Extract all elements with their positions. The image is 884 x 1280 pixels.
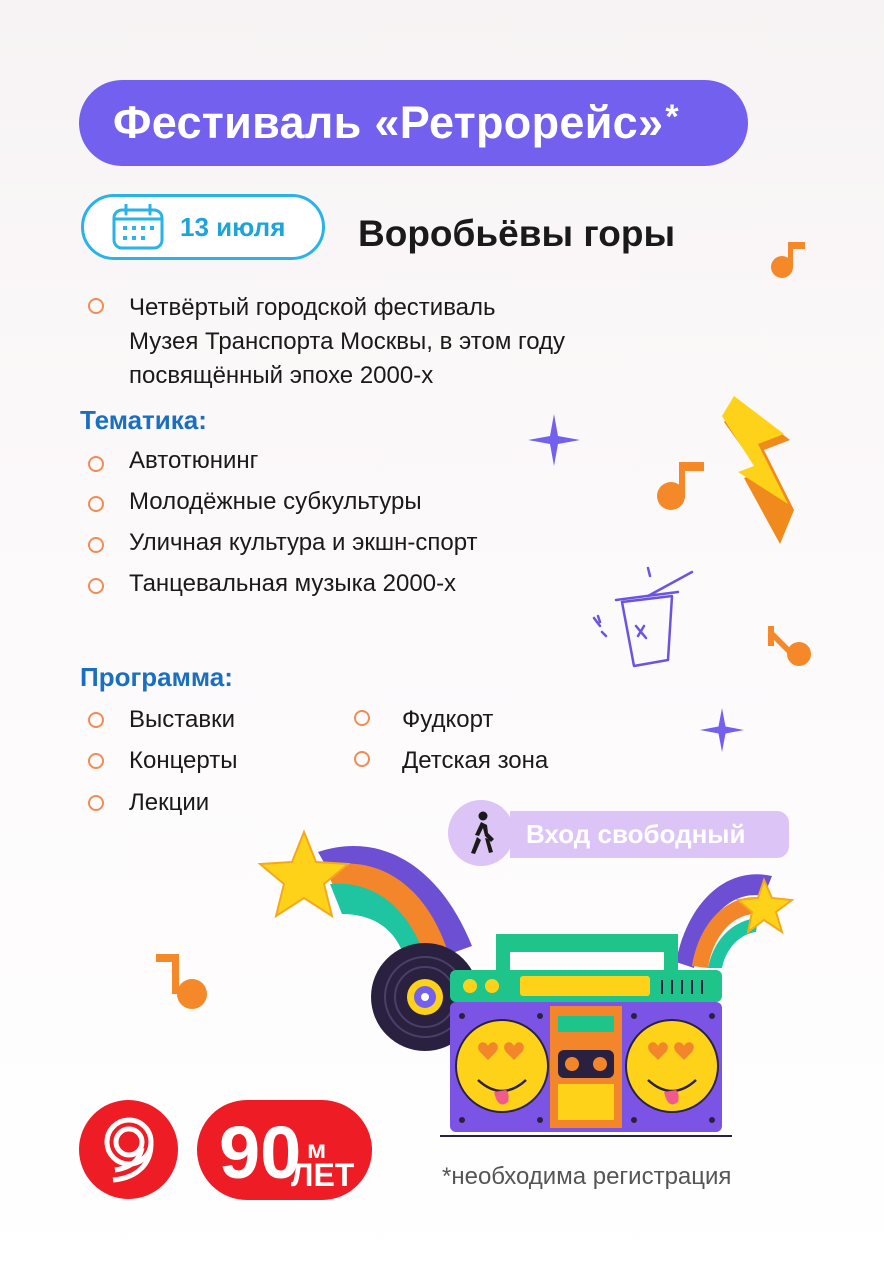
program-heading: Программа: xyxy=(80,662,233,692)
drink-cup-icon xyxy=(588,566,698,672)
anniversary-number: 90 xyxy=(219,1111,302,1194)
theme-item: Автотюнинг xyxy=(129,447,259,474)
festival-title: Фестиваль «Ретрорейс» xyxy=(113,97,664,148)
program-item: Детская зона xyxy=(402,747,549,774)
anniversary-90-logo xyxy=(197,1100,372,1200)
theme-item: Молодёжные субкультуры xyxy=(129,488,422,515)
bullet-icon xyxy=(88,298,104,314)
bullet-icon xyxy=(88,578,104,594)
theme-item: Танцевальная музыка 2000-х xyxy=(129,570,457,597)
bullet-icon xyxy=(88,456,104,472)
bullet-icon xyxy=(354,751,370,767)
description-line: Музея Транспорта Москвы, в этом году xyxy=(129,328,566,355)
music-note-icon xyxy=(764,622,814,668)
anniversary-letter: м xyxy=(307,1134,327,1164)
program-item: Концерты xyxy=(129,747,238,774)
free-entry-label-box xyxy=(510,811,789,858)
themes-heading: Тематика: xyxy=(80,405,207,435)
bullet-icon xyxy=(354,710,370,726)
program-item: Фудкорт xyxy=(402,706,494,733)
walking-person-icon xyxy=(448,800,514,866)
music-note-icon xyxy=(768,238,810,280)
anniversary-word: ЛЕТ xyxy=(291,1157,355,1193)
description-line: Четвёртый городской фестиваль xyxy=(129,294,496,321)
music-note-icon xyxy=(152,950,212,1012)
bullet-icon xyxy=(88,712,104,728)
sparkle-icon xyxy=(528,414,580,466)
event-place: Воробьёвы горы xyxy=(358,213,676,254)
music-note-icon xyxy=(654,456,708,512)
bullet-icon xyxy=(88,496,104,512)
registration-footnote: *необходима регистрация xyxy=(442,1163,732,1190)
event-date: 13 июля xyxy=(180,211,286,242)
program-item: Лекции xyxy=(129,789,210,816)
sparkle-icon xyxy=(700,708,744,752)
date-badge xyxy=(81,194,325,260)
free-entry-label: Вход свободный xyxy=(526,819,746,849)
moscow-transport-logo xyxy=(79,1100,178,1199)
theme-item: Уличная культура и экшн-спорт xyxy=(129,529,478,556)
calendar-icon xyxy=(112,204,164,250)
bullet-icon xyxy=(88,537,104,553)
program-item: Выставки xyxy=(129,706,235,733)
bullet-icon xyxy=(88,795,104,811)
festival-title-banner xyxy=(79,80,748,166)
lightning-bolt-icon xyxy=(720,394,804,548)
title-asterisk: * xyxy=(665,97,679,136)
bullet-icon xyxy=(88,753,104,769)
description-line: посвящённый эпохе 2000-х xyxy=(129,362,434,389)
boombox-icon xyxy=(440,932,732,1142)
